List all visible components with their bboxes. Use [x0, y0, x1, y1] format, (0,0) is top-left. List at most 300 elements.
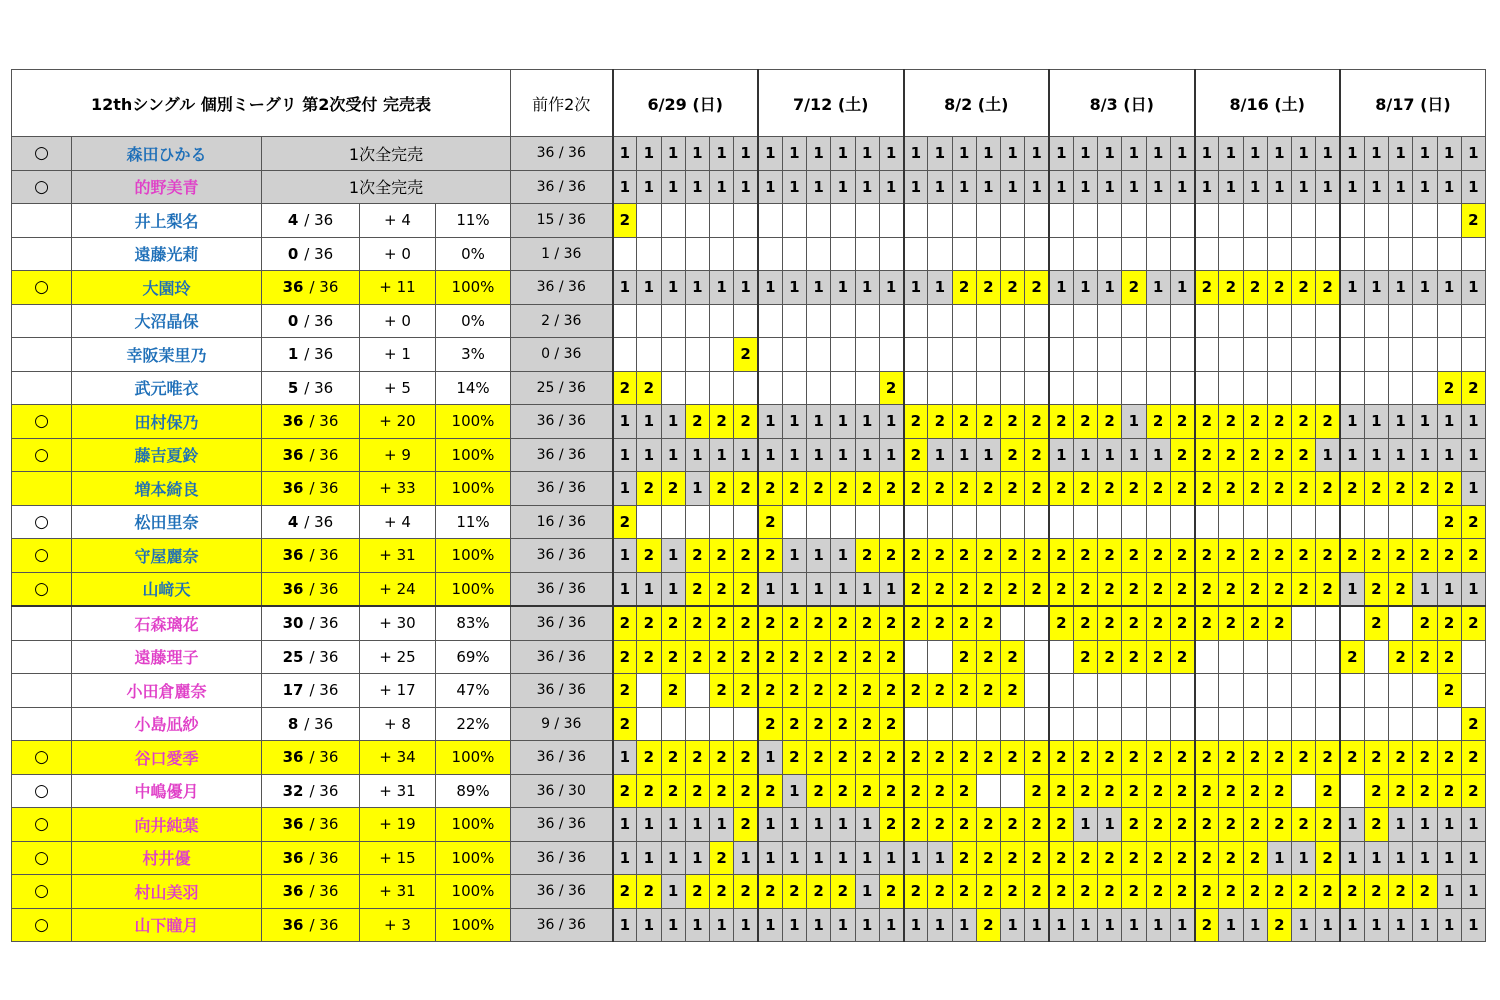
slot-cell: 1 [1389, 438, 1413, 472]
slot-cell [807, 505, 831, 539]
slot-cell [1340, 237, 1364, 271]
sold-number: 36 [282, 479, 304, 498]
slot-cell: 2 [1146, 741, 1170, 775]
slot-cell [1340, 707, 1364, 741]
slot-cell [1098, 371, 1122, 405]
slot-cell: 1 [1243, 908, 1267, 942]
slot-cell: 2 [1049, 572, 1073, 606]
status-mark [12, 304, 72, 338]
slot-cell: 1 [1170, 137, 1194, 171]
slot-cell: 2 [1098, 539, 1122, 573]
slot-cell: 2 [952, 875, 976, 909]
slot-cell: 1 [807, 539, 831, 573]
slot-cell [1219, 707, 1243, 741]
increase-value: + 31 [360, 539, 436, 573]
slot-cell [1098, 674, 1122, 708]
slot-cell: 2 [710, 875, 734, 909]
slot-cell [1437, 237, 1461, 271]
slot-cell [758, 237, 782, 271]
slot-cell [1049, 204, 1073, 238]
slot-cell: 2 [1098, 774, 1122, 808]
previous-sales: 2 / 36 [511, 304, 613, 338]
slot-cell: 2 [1364, 741, 1388, 775]
slot-cell: 1 [1461, 875, 1485, 909]
slot-cell: 2 [1195, 539, 1219, 573]
previous-sales: 36 / 36 [511, 875, 613, 909]
slot-cell: 2 [1243, 438, 1267, 472]
table-row [12, 338, 1486, 372]
slot-cell [952, 371, 976, 405]
previous-sales: 36 / 36 [511, 606, 613, 640]
table-row [12, 640, 1486, 674]
slot-cell: 2 [1073, 572, 1097, 606]
slot-cell [1122, 338, 1146, 372]
slot-cell: 2 [1437, 774, 1461, 808]
slot-cell [1340, 606, 1364, 640]
sold-percent: 83% [436, 606, 511, 640]
slot-cell [1437, 707, 1461, 741]
sold-total: / 36 [309, 546, 339, 565]
slot-cell: 2 [1267, 405, 1291, 439]
sold-total: / 36 [304, 512, 334, 531]
slot-cell: 1 [734, 841, 758, 875]
sold-total: / 36 [304, 378, 334, 397]
slot-cell: 2 [734, 808, 758, 842]
slot-cell: 2 [904, 472, 928, 506]
slot-cell: 2 [1389, 741, 1413, 775]
slot-cell [1146, 505, 1170, 539]
slot-cell [734, 371, 758, 405]
slot-cell: 2 [1122, 741, 1146, 775]
slot-cell: 1 [758, 741, 782, 775]
slot-cell: 2 [685, 640, 709, 674]
slot-cell: 2 [1437, 505, 1461, 539]
slot-cell: 1 [685, 908, 709, 942]
slot-cell: 1 [710, 438, 734, 472]
slot-cell: 1 [661, 539, 685, 573]
slot-cell: 2 [1316, 875, 1340, 909]
table-row [12, 438, 1486, 472]
slot-cell: 2 [1413, 539, 1437, 573]
slot-cell: 2 [1001, 674, 1025, 708]
sold-count [262, 438, 360, 472]
slot-cell [1340, 304, 1364, 338]
slot-cell [1025, 371, 1049, 405]
slot-cell: 1 [1122, 170, 1146, 204]
slot-cell: 2 [710, 841, 734, 875]
member-name: 石森璃花 [72, 606, 262, 640]
sold-percent: 11% [436, 505, 511, 539]
slot-cell: 2 [1437, 741, 1461, 775]
sold-count [262, 572, 360, 606]
increase-value: + 34 [360, 741, 436, 775]
sold-total: / 36 [309, 445, 339, 464]
increase-value: + 8 [360, 707, 436, 741]
slot-cell: 1 [1025, 170, 1049, 204]
slot-cell [1049, 304, 1073, 338]
slot-cell: 2 [1413, 606, 1437, 640]
sold-number: 0 [287, 244, 299, 263]
slot-cell [1001, 304, 1025, 338]
slot-cell: 2 [1073, 875, 1097, 909]
slot-cell: 2 [613, 505, 637, 539]
slot-cell: 2 [976, 808, 1000, 842]
slot-cell: 2 [782, 640, 806, 674]
previous-sales: 36 / 36 [511, 539, 613, 573]
slot-cell: 2 [952, 774, 976, 808]
slot-cell: 1 [1170, 170, 1194, 204]
slot-cell: 2 [1098, 572, 1122, 606]
slot-cell: 2 [1340, 640, 1364, 674]
slot-cell: 2 [1001, 841, 1025, 875]
member-name: 向井純葉 [72, 808, 262, 842]
slot-cell: 2 [1364, 808, 1388, 842]
table-row [12, 505, 1486, 539]
slot-cell: 1 [710, 137, 734, 171]
slot-cell [1243, 338, 1267, 372]
slot-cell: 2 [734, 674, 758, 708]
slot-cell: 2 [1098, 472, 1122, 506]
slot-cell [1267, 505, 1291, 539]
slot-cell [758, 338, 782, 372]
slot-cell [1073, 204, 1097, 238]
slot-cell: 1 [1461, 808, 1485, 842]
slot-cell: 2 [1364, 875, 1388, 909]
slot-cell: 2 [1461, 204, 1485, 238]
slot-cell: 2 [976, 908, 1000, 942]
slot-cell [1292, 505, 1316, 539]
sold-total: / 36 [309, 614, 339, 633]
slot-cell [1146, 707, 1170, 741]
slot-cell [1292, 606, 1316, 640]
slot-cell: 2 [1267, 875, 1291, 909]
slot-cell: 1 [928, 841, 952, 875]
sold-number: 32 [282, 781, 304, 800]
previous-sales: 36 / 36 [511, 741, 613, 775]
slot-cell [1316, 204, 1340, 238]
sold-count [262, 741, 360, 775]
previous-sales: 36 / 36 [511, 170, 613, 204]
slot-cell [1025, 606, 1049, 640]
slot-cell [1025, 707, 1049, 741]
increase-value: + 15 [360, 841, 436, 875]
slot-cell [1413, 707, 1437, 741]
slot-cell [1122, 505, 1146, 539]
slot-cell: 1 [613, 841, 637, 875]
slot-cell [855, 204, 879, 238]
slot-cell [782, 371, 806, 405]
slot-cell: 2 [1073, 606, 1097, 640]
table-row [12, 674, 1486, 708]
slot-cell [928, 707, 952, 741]
slot-cell: 2 [637, 741, 661, 775]
slot-cell [1170, 204, 1194, 238]
slot-cell: 1 [1073, 908, 1097, 942]
slot-cell: 1 [1364, 170, 1388, 204]
slot-cell: 2 [1219, 271, 1243, 305]
status-mark: ○ [12, 875, 72, 909]
slot-cell: 1 [904, 908, 928, 942]
slot-cell: 1 [1364, 841, 1388, 875]
slot-cell: 1 [758, 405, 782, 439]
slot-cell: 2 [1170, 875, 1194, 909]
slot-cell [685, 707, 709, 741]
slot-cell: 2 [1437, 606, 1461, 640]
slot-cell: 2 [1292, 438, 1316, 472]
slot-cell: 2 [1219, 539, 1243, 573]
slot-cell: 2 [1292, 875, 1316, 909]
slot-cell: 1 [613, 170, 637, 204]
slot-cell: 2 [1316, 741, 1340, 775]
slot-cell: 2 [637, 472, 661, 506]
sold-number: 4 [287, 211, 299, 230]
slot-cell: 2 [928, 674, 952, 708]
sales-table-wrapper [11, 69, 1486, 942]
slot-cell: 2 [952, 572, 976, 606]
slot-cell: 2 [782, 472, 806, 506]
slot-cell: 2 [1098, 741, 1122, 775]
slot-cell [1316, 304, 1340, 338]
slot-cell: 2 [1001, 438, 1025, 472]
sold-total: / 36 [304, 311, 334, 330]
slot-cell [1195, 674, 1219, 708]
sold-percent: 3% [436, 338, 511, 372]
slot-cell: 1 [1413, 405, 1437, 439]
slot-cell: 1 [734, 137, 758, 171]
slot-cell [807, 338, 831, 372]
slot-cell: 2 [1316, 572, 1340, 606]
slot-cell: 2 [758, 707, 782, 741]
increase-value: + 31 [360, 875, 436, 909]
slot-cell [1292, 304, 1316, 338]
slot-cell: 1 [904, 137, 928, 171]
slot-cell [710, 707, 734, 741]
slot-cell [1146, 304, 1170, 338]
slot-cell [613, 237, 637, 271]
slot-cell: 1 [1195, 137, 1219, 171]
slot-cell: 2 [1292, 808, 1316, 842]
table-row [12, 405, 1486, 439]
slot-cell: 2 [1267, 438, 1291, 472]
slot-cell [1098, 237, 1122, 271]
slot-cell [734, 237, 758, 271]
slot-cell: 1 [1146, 908, 1170, 942]
slot-cell [1049, 338, 1073, 372]
previous-sales: 36 / 36 [511, 137, 613, 171]
slot-cell: 2 [1049, 539, 1073, 573]
slot-cell [831, 371, 855, 405]
table-row [12, 237, 1486, 271]
slot-cell: 2 [1170, 438, 1194, 472]
previous-sales: 36 / 36 [511, 438, 613, 472]
slot-cell: 2 [661, 774, 685, 808]
status-mark [12, 606, 72, 640]
slot-cell: 1 [976, 438, 1000, 472]
slot-cell: 2 [1340, 539, 1364, 573]
slot-cell: 2 [952, 741, 976, 775]
slot-cell: 1 [782, 271, 806, 305]
slot-cell: 1 [613, 908, 637, 942]
slot-cell: 2 [904, 405, 928, 439]
slot-cell: 2 [1098, 841, 1122, 875]
slot-cell: 2 [807, 875, 831, 909]
status-mark: ○ [12, 170, 72, 204]
slot-cell: 2 [1413, 774, 1437, 808]
slot-cell: 2 [976, 405, 1000, 439]
slot-cell: 2 [1389, 774, 1413, 808]
slot-cell: 1 [1001, 170, 1025, 204]
slot-cell [1001, 774, 1025, 808]
slot-cell [1170, 674, 1194, 708]
slot-cell [1025, 304, 1049, 338]
sold-count [262, 640, 360, 674]
slot-cell [928, 505, 952, 539]
slot-cell: 2 [976, 640, 1000, 674]
slot-cell: 2 [758, 539, 782, 573]
slot-cell [1001, 204, 1025, 238]
slot-cell [1025, 505, 1049, 539]
slot-cell: 2 [1001, 472, 1025, 506]
slot-cell: 2 [1267, 741, 1291, 775]
slot-cell: 1 [1073, 808, 1097, 842]
slot-cell: 2 [758, 774, 782, 808]
slot-cell: 2 [637, 539, 661, 573]
slot-cell [1146, 338, 1170, 372]
slot-cell: 2 [1243, 741, 1267, 775]
slot-cell: 1 [661, 875, 685, 909]
slot-cell: 1 [1049, 438, 1073, 472]
slot-cell [904, 640, 928, 674]
slot-cell: 1 [661, 841, 685, 875]
slot-cell: 2 [831, 774, 855, 808]
sold-number: 36 [282, 412, 304, 431]
slot-cell: 1 [782, 170, 806, 204]
slot-cell: 1 [1437, 841, 1461, 875]
slot-cell: 2 [1195, 271, 1219, 305]
slot-cell: 1 [613, 741, 637, 775]
slot-cell: 2 [661, 606, 685, 640]
member-name: 武元唯衣 [72, 371, 262, 405]
slot-cell: 2 [879, 472, 903, 506]
slot-cell [758, 204, 782, 238]
slot-cell: 1 [661, 808, 685, 842]
sold-number: 36 [282, 748, 304, 767]
slot-cell: 1 [807, 438, 831, 472]
slot-cell [734, 204, 758, 238]
member-name: 遠藤理子 [72, 640, 262, 674]
slot-cell: 2 [1413, 472, 1437, 506]
slot-cell [1267, 204, 1291, 238]
sold-number: 0 [287, 311, 299, 330]
slot-cell [1219, 371, 1243, 405]
slot-cell: 1 [758, 808, 782, 842]
slot-cell [1122, 237, 1146, 271]
slot-cell [879, 304, 903, 338]
slot-cell: 2 [1122, 572, 1146, 606]
slot-cell: 2 [1146, 640, 1170, 674]
slot-cell [1170, 707, 1194, 741]
slot-cell: 2 [928, 472, 952, 506]
slot-cell: 2 [1219, 438, 1243, 472]
slot-cell: 2 [952, 472, 976, 506]
member-name: 森田ひかる [72, 137, 262, 171]
slot-cell: 2 [1364, 606, 1388, 640]
slot-cell [1122, 371, 1146, 405]
table-row [12, 204, 1486, 238]
slot-cell: 1 [807, 908, 831, 942]
slot-cell: 1 [1170, 908, 1194, 942]
slot-cell: 1 [1098, 137, 1122, 171]
slot-cell: 2 [879, 674, 903, 708]
slot-cell: 2 [1001, 405, 1025, 439]
slot-cell [1292, 774, 1316, 808]
slot-cell: 1 [1340, 137, 1364, 171]
slot-cell: 1 [661, 908, 685, 942]
previous-sales: 15 / 36 [511, 204, 613, 238]
slot-cell: 2 [1219, 774, 1243, 808]
slot-cell: 1 [855, 875, 879, 909]
slot-cell [879, 505, 903, 539]
slot-cell: 1 [1292, 908, 1316, 942]
slot-cell: 1 [1073, 137, 1097, 171]
date-header-5: 8/16 (土) [1195, 70, 1341, 137]
slot-cell: 2 [1195, 808, 1219, 842]
slot-cell [904, 237, 928, 271]
slot-cell: 1 [1437, 875, 1461, 909]
sold-number: 36 [282, 445, 304, 464]
slot-cell: 1 [1316, 438, 1340, 472]
slot-cell: 2 [904, 741, 928, 775]
slot-cell: 1 [1049, 271, 1073, 305]
increase-value: + 4 [360, 505, 436, 539]
slot-cell: 1 [613, 572, 637, 606]
slot-cell [685, 674, 709, 708]
slot-cell: 1 [879, 170, 903, 204]
sold-number: 4 [287, 512, 299, 531]
slot-cell: 2 [807, 472, 831, 506]
slot-cell: 1 [637, 841, 661, 875]
slot-cell: 2 [1316, 808, 1340, 842]
slot-cell: 1 [904, 841, 928, 875]
slot-cell: 2 [734, 539, 758, 573]
slot-cell [952, 304, 976, 338]
slot-cell: 1 [734, 438, 758, 472]
slot-cell [1389, 338, 1413, 372]
slot-cell: 1 [1267, 137, 1291, 171]
slot-cell: 1 [685, 808, 709, 842]
slot-cell: 2 [1122, 472, 1146, 506]
slot-cell: 2 [1316, 774, 1340, 808]
slot-cell: 1 [1413, 841, 1437, 875]
slot-cell: 1 [1001, 908, 1025, 942]
slot-cell: 2 [782, 606, 806, 640]
slot-cell: 1 [758, 908, 782, 942]
slot-cell: 2 [1316, 271, 1340, 305]
slot-cell [1292, 640, 1316, 674]
slot-cell [855, 505, 879, 539]
slot-cell [1219, 237, 1243, 271]
slot-cell: 2 [1340, 472, 1364, 506]
slot-cell: 1 [637, 170, 661, 204]
slot-cell: 2 [952, 271, 976, 305]
slot-cell: 2 [734, 606, 758, 640]
slot-cell [1292, 338, 1316, 372]
slot-cell: 1 [1219, 908, 1243, 942]
slot-cell [1267, 304, 1291, 338]
previous-sales: 36 / 36 [511, 572, 613, 606]
slot-cell [904, 204, 928, 238]
slot-cell: 2 [855, 741, 879, 775]
